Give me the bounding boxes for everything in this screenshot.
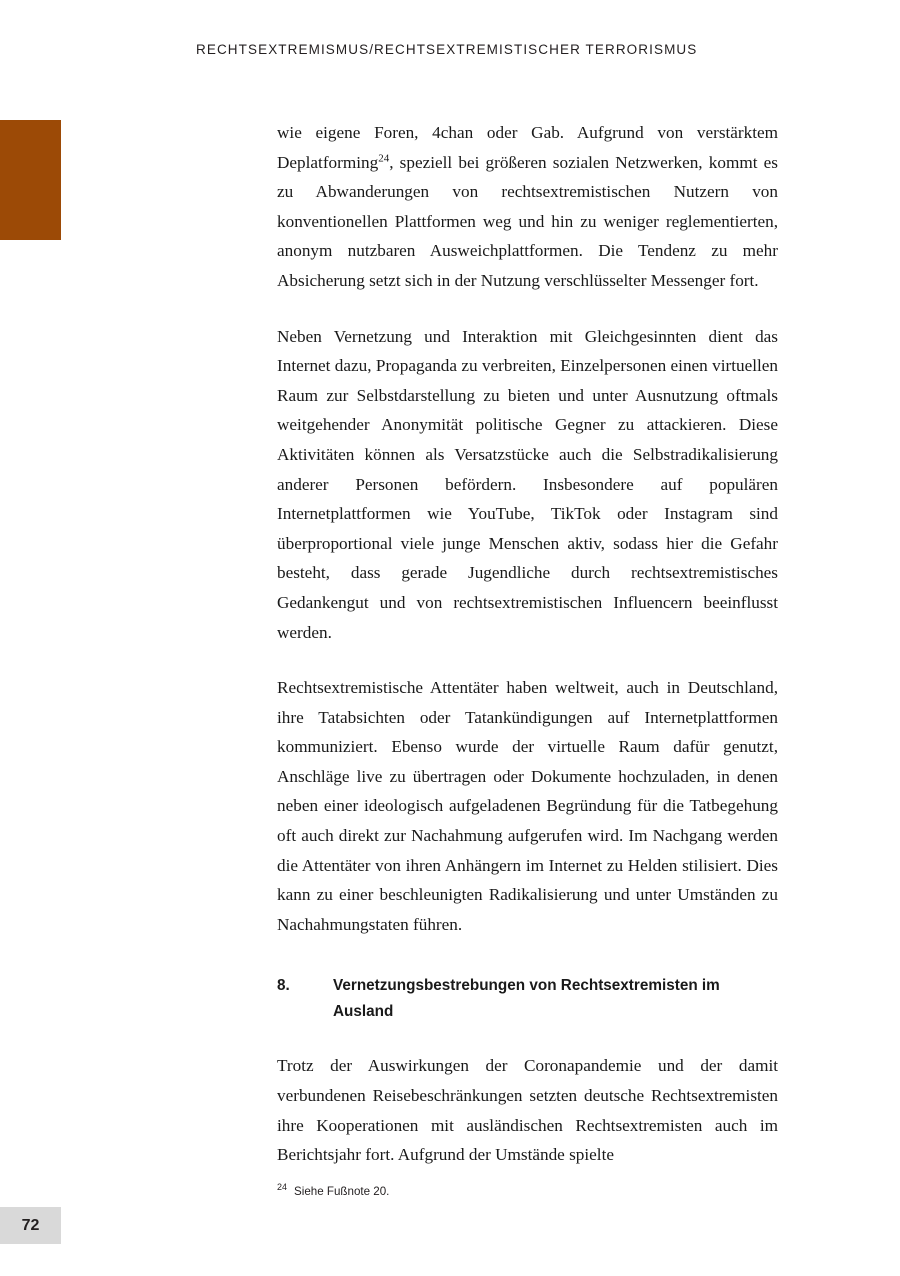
paragraph-2: Neben Vernetzung und Interaktion mit Gleichgesinnten dient das Internet dazu, Propaganda zu verbreiten, Einzelpersonen einen virtuellen Raum zur Selbstdarstellung zu bieten und unter Ausnutzung oftmals weitgehender Anonymität politische Gegner zu attackieren. Diese Aktivitäten können als Versatzstücke auch die Selbstradikalisierung anderer Personen befördern. Insbesondere auf populären Internetplattformen wie YouTube, TikTok oder Instagram sind überproportional viele junge Menschen aktiv, sodass hier die Gefahr besteht, dass gerade Jugendliche durch rechtsextremistisches Gedankengut und von rechtsextremistischen Influencern beeinflusst werden. bbox=[277, 326, 778, 642]
chapter-side-marker bbox=[0, 120, 61, 240]
paragraph-3: Rechtsextremistische Attentäter haben weltweit, auch in Deutschland, ihre Tatabsichten oder Tatankündigungen auf Internetplattformen kommuniziert. Ebenso wurde der virtuelle Raum dafür genutzt, Anschläge live zu übertragen oder Dokumente hochzuladen, in denen neben einer ideologisch aufgeladenen Begründung für die Tatbegehung oft auch direkt zur Nachahmung aufgerufen wird. Im Nachgang werden die Attentäter von ihren Anhängern im Internet zu Helden stilisiert. Dies kann zu einer beschleunigten Radikalisierung und unter Umständen zu Nachahmungstaten führen. bbox=[277, 678, 778, 934]
paragraph-1-text-after-footnote: , speziell bei größeren sozialen Netzwerken, kommt es zu Abwanderungen von rechtsextremistischen Nutzern von konventionellen Plattformen weg und hin zu weniger reglementierten, anonym nutzbaren Ausweichplattformen. Die Tendenz zu mehr Absicherung setzt sich in der Nutzung verschlüsselter Messenger fort. bbox=[277, 152, 778, 290]
page-body bbox=[277, 118, 778, 1170]
section-heading-number: 8. bbox=[277, 977, 290, 995]
running-head: RECHTSEXTREMISMUS/RECHTSEXTREMISTISCHER TERRORISMUS bbox=[196, 42, 698, 57]
paragraph-4: Trotz der Auswirkungen der Coronapandemie und der damit verbundenen Reisebeschränkungen setzten deutsche Rechtsextremisten ihre Kooperationen mit ausländischen Rechtsextremisten auch im Berichtsjahr fort. Aufgrund der Umstände spielte bbox=[277, 1056, 778, 1165]
section-heading-title: Vernetzungsbestrebungen von Rechtsextremisten im Ausland bbox=[333, 977, 720, 1021]
paragraph-1 bbox=[277, 118, 778, 296]
footnote-number: 24 bbox=[277, 1182, 288, 1192]
paragraph-1-text-before-footnote: wie eigene Foren, 4chan oder Gab. Aufgrund von verstärktem Deplatforming bbox=[277, 123, 778, 172]
page-number: 72 bbox=[21, 1216, 40, 1234]
footnote-text: Siehe Fußnote 20. bbox=[294, 1184, 390, 1198]
footnote-area bbox=[277, 1182, 778, 1198]
footnote-marker-24[interactable]: 24 bbox=[378, 151, 390, 164]
section-heading-8 bbox=[277, 973, 778, 1025]
page-number-box bbox=[0, 1207, 61, 1244]
